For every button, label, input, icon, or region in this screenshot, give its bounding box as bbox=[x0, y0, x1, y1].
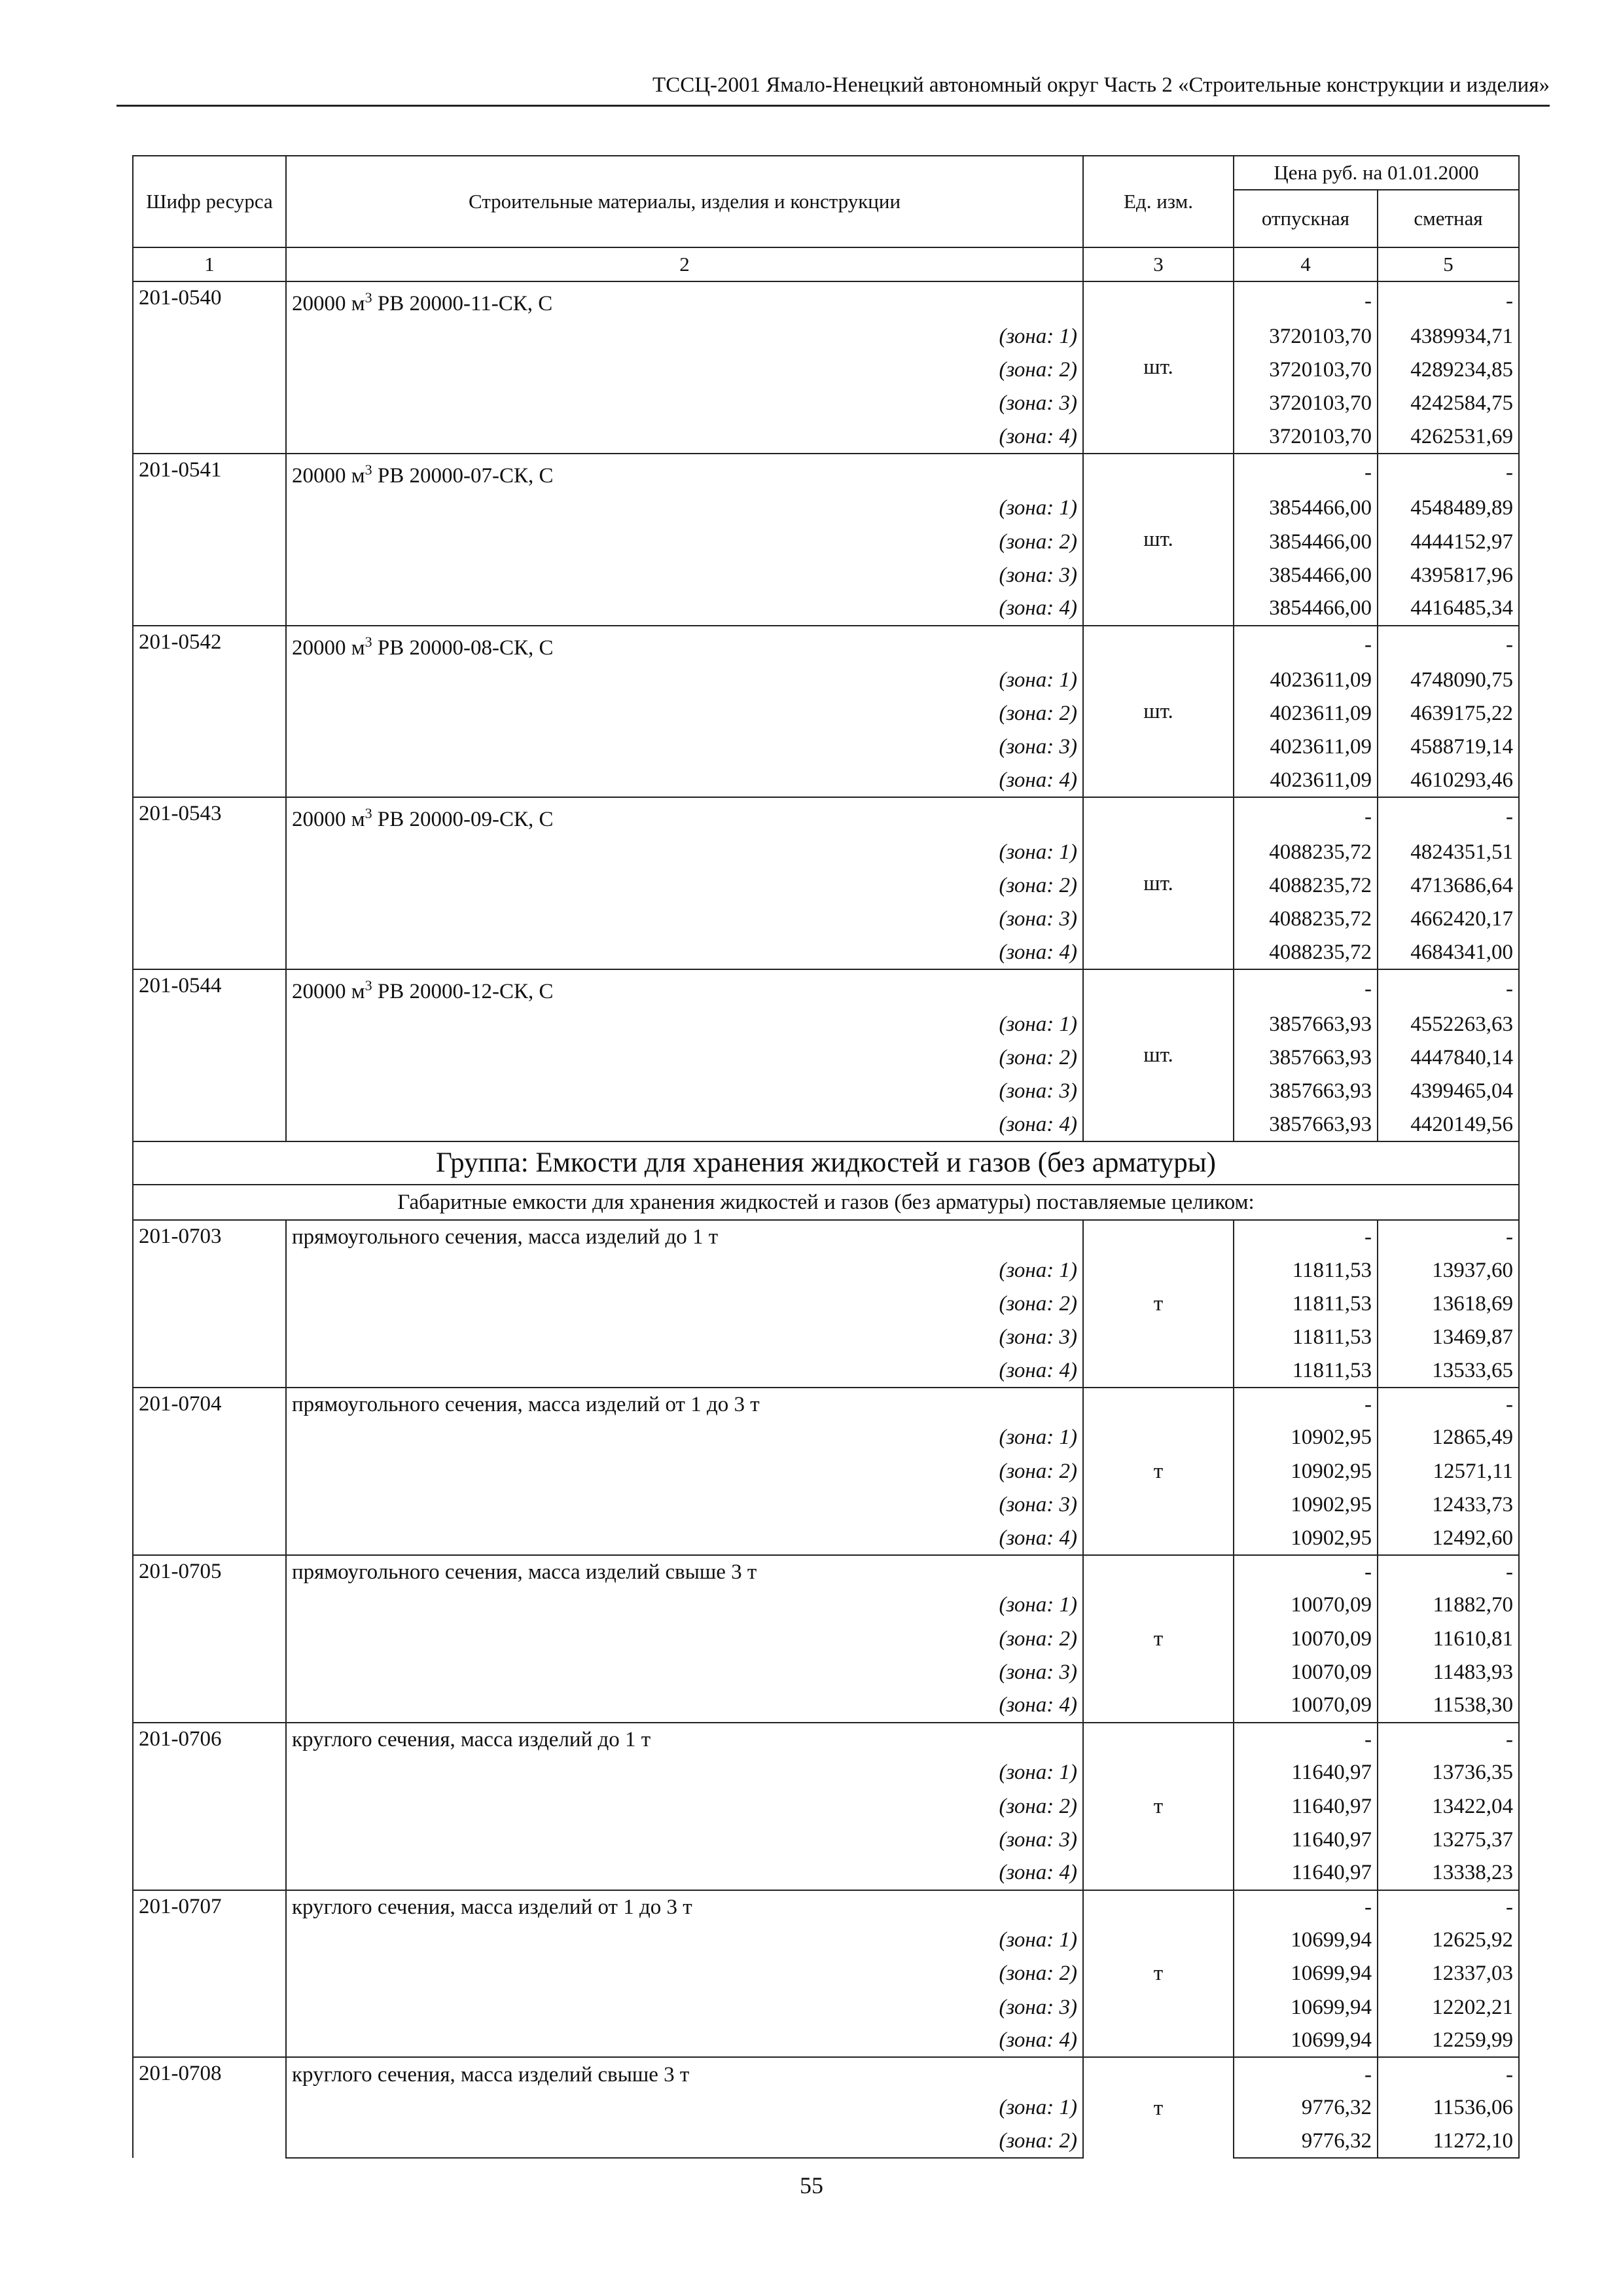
running-header bbox=[116, 69, 1550, 107]
item-main-row bbox=[133, 969, 1519, 1007]
resource-item bbox=[133, 1723, 1519, 1890]
group-subtitle: Габаритные емкости для хранения жидкостей и газов (без арматуры) поставляемые целиком: bbox=[133, 1185, 1519, 1220]
zone-row bbox=[133, 558, 1519, 592]
zone-row bbox=[133, 1454, 1519, 1488]
release-price-dash: - bbox=[1234, 797, 1378, 835]
zone-label: (зона: 4) bbox=[286, 1354, 1083, 1388]
release-price: 3854466,00 bbox=[1234, 492, 1378, 525]
resource-name-part: РВ 20000-11-СК, С bbox=[372, 292, 553, 315]
zone-row bbox=[133, 386, 1519, 420]
zone-label: (зона: 3) bbox=[286, 386, 1083, 420]
col-header-unit: Ед. изм. bbox=[1083, 156, 1234, 247]
resource-item bbox=[133, 1555, 1519, 1723]
zone-label: (зона: 2) bbox=[286, 697, 1083, 730]
estimate-price: 4399465,04 bbox=[1378, 1074, 1519, 1107]
estimate-price: 4588719,14 bbox=[1378, 730, 1519, 764]
col-number: 2 bbox=[286, 247, 1083, 281]
release-price: 4023611,09 bbox=[1234, 664, 1378, 697]
estimate-price: 4395817,96 bbox=[1378, 558, 1519, 592]
zone-row bbox=[133, 1320, 1519, 1354]
zone-row bbox=[133, 1287, 1519, 1320]
estimate-price: 11272,10 bbox=[1378, 2125, 1519, 2158]
resource-item bbox=[133, 1890, 1519, 2058]
zone-row bbox=[133, 1756, 1519, 1789]
item-main-row bbox=[133, 1555, 1519, 1588]
resource-name bbox=[286, 797, 1083, 835]
col-header-code: Шифр ресурса bbox=[133, 156, 286, 247]
zone-row bbox=[133, 1856, 1519, 1890]
estimate-price: 4416485,34 bbox=[1378, 592, 1519, 625]
resource-name: круглого сечения, масса изделий от 1 до 3 т bbox=[286, 1890, 1083, 1924]
estimate-price: 4684341,00 bbox=[1378, 936, 1519, 969]
zone-label: (зона: 1) bbox=[286, 2091, 1083, 2125]
estimate-price: 12202,21 bbox=[1378, 1990, 1519, 2024]
zone-row bbox=[133, 1823, 1519, 1856]
zone-row bbox=[133, 1689, 1519, 1722]
zone-label: (зона: 3) bbox=[286, 730, 1083, 764]
zone-label: (зона: 3) bbox=[286, 1655, 1083, 1689]
zone-label: (зона: 4) bbox=[286, 420, 1083, 454]
estimate-price: 12571,11 bbox=[1378, 1454, 1519, 1488]
resource-code: 201-0540 bbox=[133, 281, 286, 454]
estimate-price: 4389934,71 bbox=[1378, 319, 1519, 353]
release-price: 11811,53 bbox=[1234, 1354, 1378, 1388]
release-price: 4088235,72 bbox=[1234, 835, 1378, 869]
resource-code: 201-0707 bbox=[133, 1890, 286, 2058]
estimate-price-dash: - bbox=[1378, 1890, 1519, 1924]
release-price: 9776,32 bbox=[1234, 2125, 1378, 2158]
resource-name-part: 20000 м bbox=[292, 292, 365, 315]
col-number: 5 bbox=[1378, 247, 1519, 281]
estimate-price-dash: - bbox=[1378, 797, 1519, 835]
release-price: 3857663,93 bbox=[1234, 1108, 1378, 1141]
resource-name-part: РВ 20000-12-СК, С bbox=[372, 980, 554, 1003]
zone-row bbox=[133, 353, 1519, 386]
estimate-price: 4639175,22 bbox=[1378, 697, 1519, 730]
release-price: 3854466,00 bbox=[1234, 592, 1378, 625]
release-price: 10699,94 bbox=[1234, 1957, 1378, 1990]
zone-label: (зона: 2) bbox=[286, 1041, 1083, 1074]
resource-name-superscript: 3 bbox=[365, 805, 372, 822]
unit-cell: шт. bbox=[1083, 281, 1234, 454]
item-main-row bbox=[133, 797, 1519, 835]
release-price-dash: - bbox=[1234, 969, 1378, 1007]
zone-row bbox=[133, 1007, 1519, 1041]
estimate-price: 13469,87 bbox=[1378, 1320, 1519, 1354]
zone-row bbox=[133, 2091, 1519, 2125]
release-price: 10699,94 bbox=[1234, 2024, 1378, 2057]
estimate-price: 12337,03 bbox=[1378, 1957, 1519, 1990]
zone-row bbox=[133, 492, 1519, 525]
release-price: 10070,09 bbox=[1234, 1588, 1378, 1622]
resource-code: 201-0544 bbox=[133, 969, 286, 1141]
unit-cell: т bbox=[1083, 1890, 1234, 2058]
estimate-price: 13533,65 bbox=[1378, 1354, 1519, 1388]
release-price: 11640,97 bbox=[1234, 1756, 1378, 1789]
unit-cell: т bbox=[1083, 1388, 1234, 1555]
resource-name: прямоугольного сечения, масса изделий до 1 т bbox=[286, 1220, 1083, 1253]
estimate-price: 4610293,46 bbox=[1378, 764, 1519, 797]
resource-name bbox=[286, 969, 1083, 1007]
estimate-price: 4262531,69 bbox=[1378, 420, 1519, 454]
release-price: 11640,97 bbox=[1234, 1789, 1378, 1823]
estimate-price: 4289234,85 bbox=[1378, 353, 1519, 386]
release-price-dash: - bbox=[1234, 1220, 1378, 1253]
estimate-price: 13937,60 bbox=[1378, 1253, 1519, 1287]
zone-row bbox=[133, 1655, 1519, 1689]
release-price: 4088235,72 bbox=[1234, 936, 1378, 969]
zone-row bbox=[133, 1488, 1519, 1521]
zone-label: (зона: 2) bbox=[286, 1287, 1083, 1320]
release-price: 9776,32 bbox=[1234, 2091, 1378, 2125]
item-main-row bbox=[133, 1723, 1519, 1756]
zone-row bbox=[133, 1789, 1519, 1823]
release-price: 10902,95 bbox=[1234, 1488, 1378, 1521]
zone-row bbox=[133, 525, 1519, 558]
col-header-price: Цена руб. на 01.01.2000 bbox=[1234, 156, 1519, 190]
col-number: 1 bbox=[133, 247, 286, 281]
zone-row bbox=[133, 1421, 1519, 1454]
estimate-price: 12865,49 bbox=[1378, 1421, 1519, 1454]
release-price: 11811,53 bbox=[1234, 1287, 1378, 1320]
estimate-price-dash: - bbox=[1378, 1220, 1519, 1253]
unit-cell: шт. bbox=[1083, 797, 1234, 969]
unit-cell: шт. bbox=[1083, 454, 1234, 626]
zone-row bbox=[133, 903, 1519, 936]
zone-row bbox=[133, 730, 1519, 764]
release-price: 4023611,09 bbox=[1234, 764, 1378, 797]
zone-row bbox=[133, 592, 1519, 625]
zone-row bbox=[133, 764, 1519, 797]
zone-row bbox=[133, 1521, 1519, 1554]
zone-row bbox=[133, 319, 1519, 353]
release-price-dash: - bbox=[1234, 2057, 1378, 2090]
zone-label: (зона: 4) bbox=[286, 1856, 1083, 1890]
estimate-price-dash: - bbox=[1378, 454, 1519, 492]
resource-name bbox=[286, 454, 1083, 492]
release-price: 3720103,70 bbox=[1234, 386, 1378, 420]
page-number: 55 bbox=[800, 2172, 823, 2198]
resource-code: 201-0706 bbox=[133, 1723, 286, 1890]
zone-label: (зона: 3) bbox=[286, 1990, 1083, 2024]
release-price: 11811,53 bbox=[1234, 1253, 1378, 1287]
release-price: 3854466,00 bbox=[1234, 525, 1378, 558]
estimate-price: 4713686,64 bbox=[1378, 869, 1519, 902]
zone-label: (зона: 1) bbox=[286, 1924, 1083, 1957]
col-header-estimate: сметная bbox=[1378, 190, 1519, 247]
release-price-dash: - bbox=[1234, 1555, 1378, 1588]
item-main-row bbox=[133, 2057, 1519, 2090]
unit-cell: шт. bbox=[1083, 969, 1234, 1141]
estimate-price: 4447840,14 bbox=[1378, 1041, 1519, 1074]
group-title: Группа: Емкости для хранения жидкостей и газов (без арматуры) bbox=[133, 1141, 1519, 1185]
zone-label: (зона: 2) bbox=[286, 1789, 1083, 1823]
estimate-price: 11536,06 bbox=[1378, 2091, 1519, 2125]
release-price-dash: - bbox=[1234, 1723, 1378, 1756]
estimate-price: 4242584,75 bbox=[1378, 386, 1519, 420]
estimate-price: 12259,99 bbox=[1378, 2024, 1519, 2057]
zone-label: (зона: 3) bbox=[286, 1320, 1083, 1354]
estimate-price-dash: - bbox=[1378, 281, 1519, 319]
resource-name-part: 20000 м bbox=[292, 463, 365, 488]
estimate-price: 13338,23 bbox=[1378, 1856, 1519, 1890]
zone-row bbox=[133, 1924, 1519, 1957]
resource-name-part: 20000 м bbox=[292, 980, 365, 1003]
release-price: 3720103,70 bbox=[1234, 319, 1378, 353]
zone-label: (зона: 1) bbox=[286, 492, 1083, 525]
item-main-row bbox=[133, 626, 1519, 664]
estimate-price: 4420149,56 bbox=[1378, 1108, 1519, 1141]
resource-item bbox=[133, 2057, 1519, 2158]
zone-row bbox=[133, 1108, 1519, 1141]
zone-label: (зона: 1) bbox=[286, 1421, 1083, 1454]
zone-label: (зона: 3) bbox=[286, 1488, 1083, 1521]
zone-row bbox=[133, 1990, 1519, 2024]
unit-cell: т bbox=[1083, 1723, 1234, 1890]
resource-name-superscript: 3 bbox=[365, 977, 372, 994]
release-price-dash: - bbox=[1234, 454, 1378, 492]
zone-row bbox=[133, 697, 1519, 730]
zone-row bbox=[133, 835, 1519, 869]
zone-row bbox=[133, 1041, 1519, 1074]
col-header-name: Строительные материалы, изделия и конструкции bbox=[286, 156, 1083, 247]
release-price: 4088235,72 bbox=[1234, 903, 1378, 936]
release-price: 10699,94 bbox=[1234, 1924, 1378, 1957]
release-price: 10070,09 bbox=[1234, 1689, 1378, 1722]
unit-cell: т bbox=[1083, 1555, 1234, 1723]
release-price: 11640,97 bbox=[1234, 1856, 1378, 1890]
resource-item bbox=[133, 797, 1519, 969]
estimate-price: 11538,30 bbox=[1378, 1689, 1519, 1722]
resource-name: круглого сечения, масса изделий до 1 т bbox=[286, 1723, 1083, 1756]
zone-label: (зона: 4) bbox=[286, 592, 1083, 625]
zone-label: (зона: 2) bbox=[286, 869, 1083, 902]
release-price: 4088235,72 bbox=[1234, 869, 1378, 902]
release-price: 11811,53 bbox=[1234, 1320, 1378, 1354]
estimate-price: 4552263,63 bbox=[1378, 1007, 1519, 1041]
release-price: 10902,95 bbox=[1234, 1454, 1378, 1488]
resource-item bbox=[133, 1388, 1519, 1555]
resource-code: 201-0708 bbox=[133, 2057, 286, 2158]
zone-label: (зона: 2) bbox=[286, 2125, 1083, 2158]
resource-name-superscript: 3 bbox=[365, 289, 372, 306]
resource-item bbox=[133, 626, 1519, 798]
resource-item bbox=[133, 281, 1519, 454]
zone-label: (зона: 3) bbox=[286, 558, 1083, 592]
release-price: 10699,94 bbox=[1234, 1990, 1378, 2024]
resource-name bbox=[286, 281, 1083, 319]
release-price: 3720103,70 bbox=[1234, 353, 1378, 386]
zone-row bbox=[133, 1622, 1519, 1655]
unit-cell: шт. bbox=[1083, 626, 1234, 798]
price-table bbox=[132, 155, 1520, 2159]
resource-name: круглого сечения, масса изделий свыше 3 т bbox=[286, 2057, 1083, 2090]
release-price: 10070,09 bbox=[1234, 1622, 1378, 1655]
resource-name: прямоугольного сечения, масса изделий свыше 3 т bbox=[286, 1555, 1083, 1588]
zone-row bbox=[133, 936, 1519, 969]
zone-row bbox=[133, 664, 1519, 697]
zone-label: (зона: 1) bbox=[286, 1588, 1083, 1622]
zone-row bbox=[133, 869, 1519, 902]
release-price-dash: - bbox=[1234, 1388, 1378, 1421]
zone-label: (зона: 4) bbox=[286, 1689, 1083, 1722]
item-main-row bbox=[133, 1220, 1519, 1253]
estimate-price-dash: - bbox=[1378, 1388, 1519, 1421]
release-price: 10902,95 bbox=[1234, 1521, 1378, 1554]
release-price: 11640,97 bbox=[1234, 1823, 1378, 1856]
zone-row bbox=[133, 1354, 1519, 1388]
estimate-price: 13736,35 bbox=[1378, 1756, 1519, 1789]
zone-label: (зона: 2) bbox=[286, 353, 1083, 386]
zone-label: (зона: 4) bbox=[286, 2024, 1083, 2057]
resource-name: прямоугольного сечения, масса изделий от 1 до 3 т bbox=[286, 1388, 1083, 1421]
col-number: 4 bbox=[1234, 247, 1378, 281]
estimate-price: 4748090,75 bbox=[1378, 664, 1519, 697]
zone-label: (зона: 3) bbox=[286, 1074, 1083, 1107]
estimate-price-dash: - bbox=[1378, 1555, 1519, 1588]
zone-label: (зона: 4) bbox=[286, 764, 1083, 797]
resource-name-part: 20000 м bbox=[292, 636, 365, 660]
estimate-price: 13275,37 bbox=[1378, 1823, 1519, 1856]
release-price: 4023611,09 bbox=[1234, 730, 1378, 764]
zone-row bbox=[133, 1074, 1519, 1107]
zone-row bbox=[133, 1253, 1519, 1287]
release-price: 3854466,00 bbox=[1234, 558, 1378, 592]
release-price-dash: - bbox=[1234, 281, 1378, 319]
zone-label: (зона: 4) bbox=[286, 1521, 1083, 1554]
zone-label: (зона: 2) bbox=[286, 525, 1083, 558]
resource-name-part: РВ 20000-09-СК, С bbox=[372, 808, 554, 832]
resource-item bbox=[133, 454, 1519, 626]
release-price: 10902,95 bbox=[1234, 1421, 1378, 1454]
estimate-price: 12492,60 bbox=[1378, 1521, 1519, 1554]
resource-name-part: РВ 20000-07-СК, С bbox=[372, 463, 554, 488]
estimate-price: 13618,69 bbox=[1378, 1287, 1519, 1320]
resource-name-part: 20000 м bbox=[292, 808, 365, 832]
release-price: 3720103,70 bbox=[1234, 420, 1378, 454]
estimate-price: 12625,92 bbox=[1378, 1924, 1519, 1957]
item-main-row bbox=[133, 454, 1519, 492]
resource-name-superscript: 3 bbox=[365, 633, 372, 650]
resource-code: 201-0703 bbox=[133, 1220, 286, 1388]
item-main-row bbox=[133, 1890, 1519, 1924]
resource-code: 201-0704 bbox=[133, 1388, 286, 1555]
release-price: 10070,09 bbox=[1234, 1655, 1378, 1689]
zone-label: (зона: 4) bbox=[286, 936, 1083, 969]
zone-label: (зона: 1) bbox=[286, 835, 1083, 869]
zone-row bbox=[133, 1957, 1519, 1990]
release-price: 3857663,93 bbox=[1234, 1007, 1378, 1041]
zone-label: (зона: 1) bbox=[286, 664, 1083, 697]
col-header-release: отпускная bbox=[1234, 190, 1378, 247]
estimate-price: 4824351,51 bbox=[1378, 835, 1519, 869]
estimate-price: 13422,04 bbox=[1378, 1789, 1519, 1823]
zone-label: (зона: 1) bbox=[286, 1756, 1083, 1789]
zone-label: (зона: 2) bbox=[286, 1957, 1083, 1990]
resource-code: 201-0542 bbox=[133, 626, 286, 798]
estimate-price: 11610,81 bbox=[1378, 1622, 1519, 1655]
zone-label: (зона: 1) bbox=[286, 1253, 1083, 1287]
zone-row bbox=[133, 420, 1519, 454]
running-header-text: ТССЦ-2001 Ямало-Ненецкий автономный округ Часть 2 «Строительные конструкции и изделия» bbox=[652, 73, 1550, 97]
estimate-price: 4662420,17 bbox=[1378, 903, 1519, 936]
resource-name-superscript: 3 bbox=[365, 461, 372, 478]
group-block bbox=[133, 1141, 1519, 1220]
resource-name bbox=[286, 626, 1083, 664]
estimate-price-dash: - bbox=[1378, 626, 1519, 664]
zone-row bbox=[133, 2024, 1519, 2057]
zone-label: (зона: 3) bbox=[286, 903, 1083, 936]
estimate-price: 4444152,97 bbox=[1378, 525, 1519, 558]
estimate-price-dash: - bbox=[1378, 2057, 1519, 2090]
resource-code: 201-0541 bbox=[133, 454, 286, 626]
estimate-price-dash: - bbox=[1378, 969, 1519, 1007]
resource-name-part: РВ 20000-08-СК, С bbox=[372, 636, 554, 660]
zone-label: (зона: 2) bbox=[286, 1454, 1083, 1488]
unit-cell: т bbox=[1083, 2057, 1234, 2158]
release-price-dash: - bbox=[1234, 1890, 1378, 1924]
zone-row bbox=[133, 2125, 1519, 2158]
release-price-dash: - bbox=[1234, 626, 1378, 664]
item-main-row bbox=[133, 281, 1519, 319]
zone-label: (зона: 4) bbox=[286, 1108, 1083, 1141]
estimate-price: 11882,70 bbox=[1378, 1588, 1519, 1622]
zone-label: (зона: 1) bbox=[286, 319, 1083, 353]
estimate-price: 11483,93 bbox=[1378, 1655, 1519, 1689]
estimate-price-dash: - bbox=[1378, 1723, 1519, 1756]
col-number: 3 bbox=[1083, 247, 1234, 281]
unit-cell: т bbox=[1083, 1220, 1234, 1388]
item-main-row bbox=[133, 1388, 1519, 1421]
release-price: 3857663,93 bbox=[1234, 1074, 1378, 1107]
resource-code: 201-0543 bbox=[133, 797, 286, 969]
zone-row bbox=[133, 1588, 1519, 1622]
estimate-price: 12433,73 bbox=[1378, 1488, 1519, 1521]
table-head bbox=[133, 156, 1519, 281]
zone-label: (зона: 1) bbox=[286, 1007, 1083, 1041]
resource-item bbox=[133, 1220, 1519, 1388]
resource-item bbox=[133, 969, 1519, 1141]
resource-code: 201-0705 bbox=[133, 1555, 286, 1723]
release-price: 4023611,09 bbox=[1234, 697, 1378, 730]
release-price: 3857663,93 bbox=[1234, 1041, 1378, 1074]
zone-label: (зона: 2) bbox=[286, 1622, 1083, 1655]
zone-label: (зона: 3) bbox=[286, 1823, 1083, 1856]
estimate-price: 4548489,89 bbox=[1378, 492, 1519, 525]
